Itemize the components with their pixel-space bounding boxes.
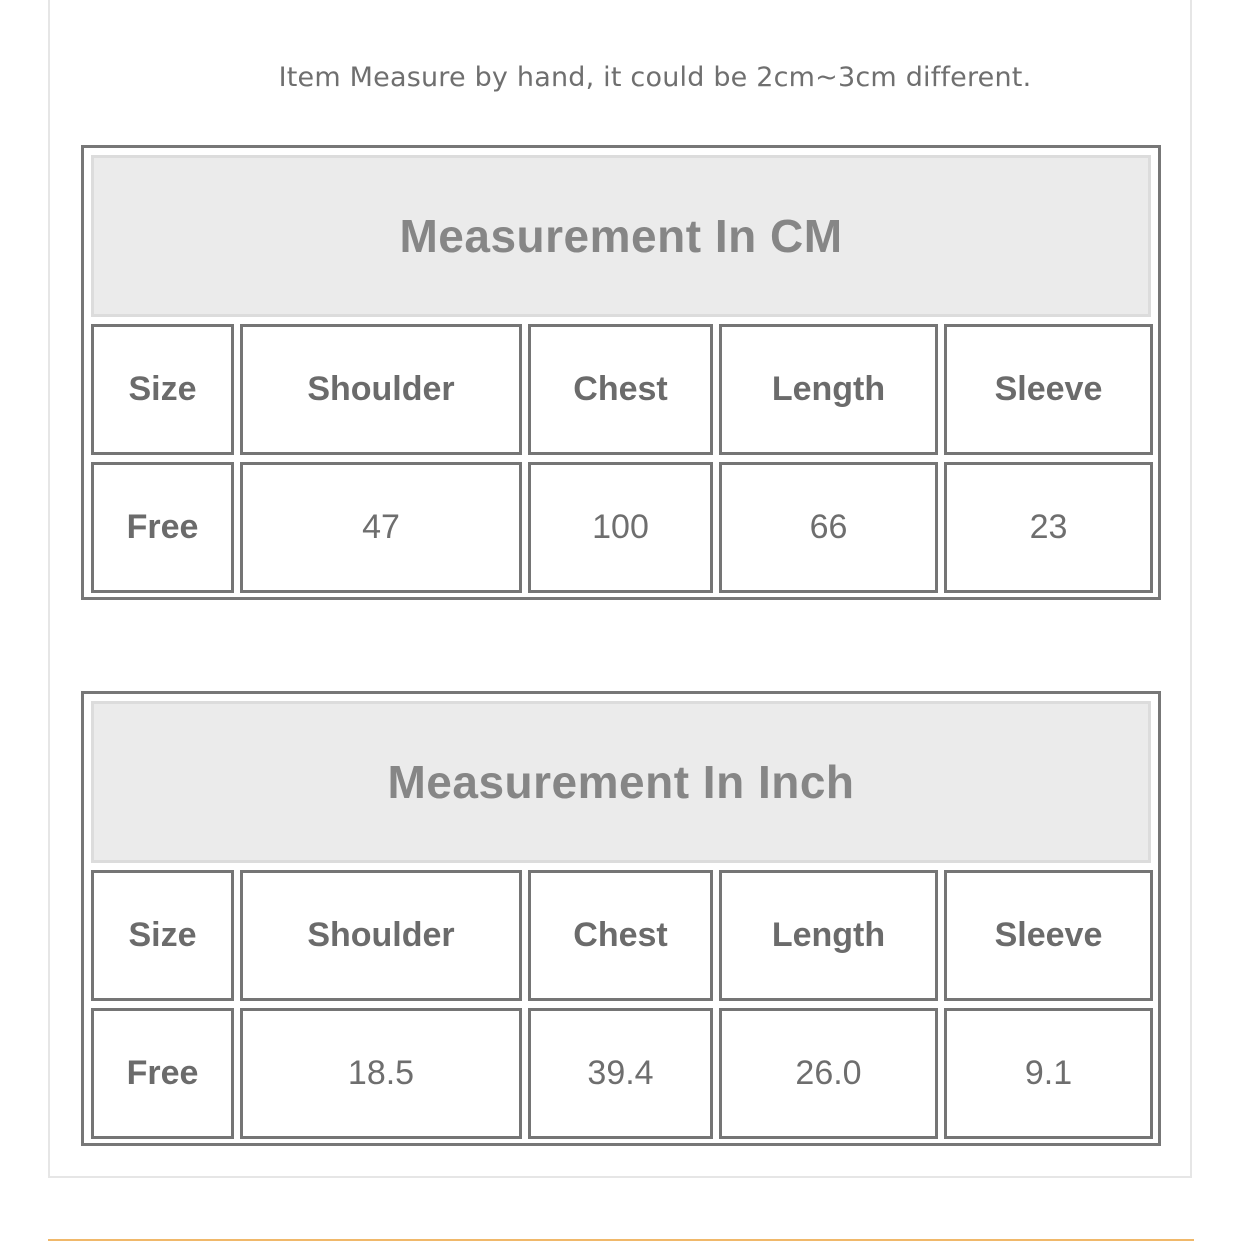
measurement-note: Item Measure by hand, it could be 2cm~3cm different. (278, 62, 1032, 93)
header-cell-sleeve: Sleeve (944, 870, 1153, 1001)
row-cell-length: 66 (719, 462, 938, 593)
row-cell-chest: 39.4 (528, 1008, 713, 1139)
header-cell-length: Length (719, 324, 938, 455)
header-cell-chest: Chest (528, 870, 713, 1001)
header-cell-length: Length (719, 870, 938, 1001)
row-cell-sleeve: 23 (944, 462, 1153, 593)
row-cell-size: Free (91, 1008, 234, 1139)
table-header-inch (91, 701, 1151, 863)
header-cell-size: Size (91, 870, 234, 1001)
size-table-cm (81, 145, 1161, 600)
header-cell-chest: Chest (528, 324, 713, 455)
row-cell-shoulder: 18.5 (240, 1008, 522, 1139)
table-title-cm: Measurement In CM (399, 210, 843, 262)
size-table-inch (81, 691, 1161, 1146)
row-cell-shoulder: 47 (240, 462, 522, 593)
row-cell-length: 26.0 (719, 1008, 938, 1139)
row-cell-size: Free (91, 462, 234, 593)
row-cell-chest: 100 (528, 462, 713, 593)
header-cell-shoulder: Shoulder (240, 870, 522, 1001)
header-cell-shoulder: Shoulder (240, 324, 522, 455)
header-cell-sleeve: Sleeve (944, 324, 1153, 455)
row-cell-sleeve: 9.1 (944, 1008, 1153, 1139)
table-header-cm (91, 155, 1151, 317)
header-cell-size: Size (91, 324, 234, 455)
footer-divider (48, 1239, 1194, 1241)
table-title-inch: Measurement In Inch (387, 756, 855, 808)
